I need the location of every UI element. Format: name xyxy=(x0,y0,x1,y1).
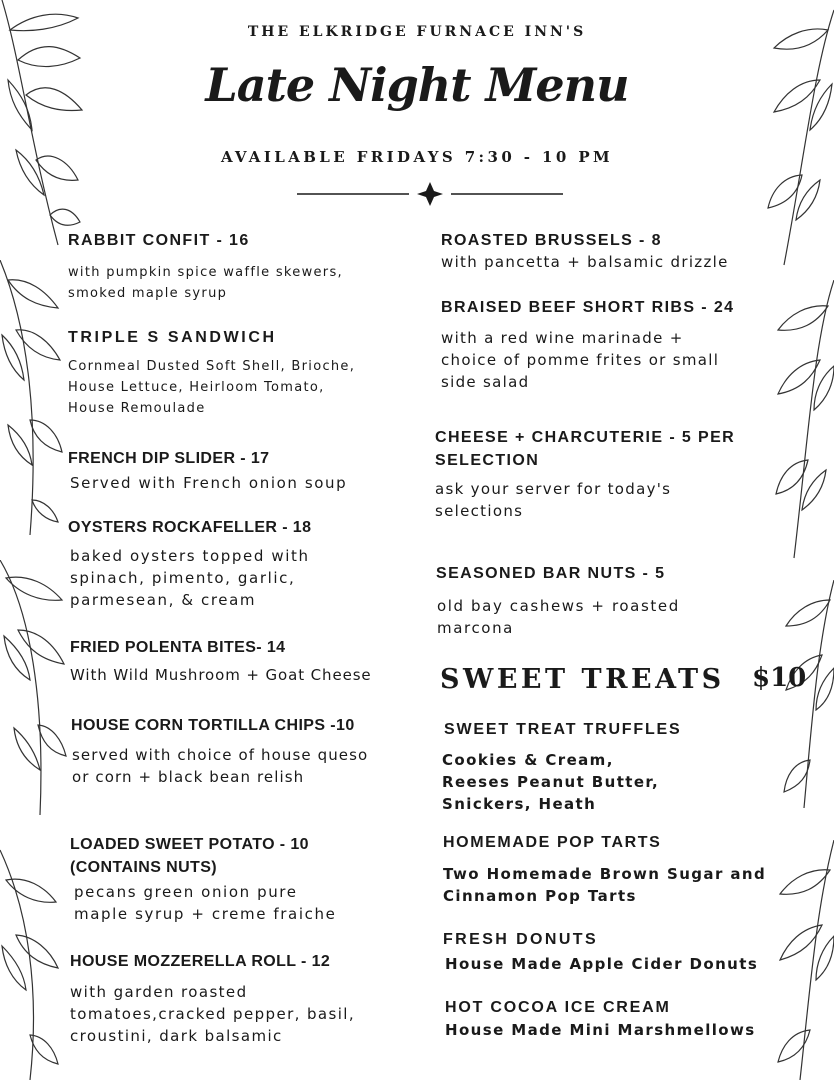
menu-item-description: old bay cashews + roasted marcona xyxy=(437,597,680,637)
menu-item-description: Cornmeal Dusted Soft Shell, Brioche, House Lettuce, Heirloom Tomato, House Remoulade xyxy=(68,359,356,416)
left-middle-vine-illustration xyxy=(0,260,70,540)
inn-name: THE ELKRIDGE FURNACE INN'S xyxy=(247,24,587,40)
sweet-item-title: HOT COCOA ICE CREAM xyxy=(445,999,671,1016)
menu-item-description: with pumpkin spice waffle skewers, smoked maple syrup xyxy=(68,265,343,301)
sweet-item-description: House Made Mini Marshmellows xyxy=(445,1021,756,1039)
sweet-item-title: SWEET TREAT TRUFFLES xyxy=(444,721,682,738)
menu-item-description: Served with French onion soup xyxy=(70,474,348,492)
availability-text: AVAILABLE FRIDAYS 7:30 - 10 PM xyxy=(220,148,614,166)
menu-title: Late Night Menu xyxy=(205,58,629,112)
menu-item-title: RABBIT CONFIT - 16 xyxy=(68,232,250,249)
menu-item-description: pecans green onion pure maple syrup + creme fraiche xyxy=(74,883,337,923)
sweet-item-description: Cookies & Cream, Reeses Peanut Butter, Snickers, Heath xyxy=(442,751,660,813)
menu-item-description: served with choice of house queso or corn + black bean relish xyxy=(72,746,369,786)
menu-item-description: ask your server for today's selections xyxy=(435,480,672,520)
menu-item-title: TRIPLE S SANDWICH xyxy=(68,329,277,346)
menu-item-title: HOUSE MOZZERELLA ROLL - 12 xyxy=(70,953,331,970)
divider-ornament xyxy=(297,180,563,208)
right-lower-vine-illustration xyxy=(764,580,834,810)
menu-item-title: BRAISED BEEF SHORT RIBS - 24 xyxy=(441,299,735,316)
sweet-item-description: House Made Apple Cider Donuts xyxy=(445,955,759,973)
menu-item-title: CHEESE + CHARCUTERIE - 5 PER SELECTION xyxy=(435,429,736,469)
menu-item-title: SEASONED BAR NUTS - 5 xyxy=(436,565,666,582)
sweet-treats-heading: SWEET TREATS xyxy=(440,664,725,695)
menu-item-title: ROASTED BRUSSELS - 8 xyxy=(441,232,662,249)
menu-item-title: FRENCH DIP SLIDER - 17 xyxy=(68,450,270,467)
menu-item-description: with a red wine marinade + choice of pomme frites or small side salad xyxy=(441,329,720,391)
right-middle-vine-illustration xyxy=(754,280,834,560)
sweet-treats-price: $10 xyxy=(752,663,807,693)
left-lower-vine-illustration xyxy=(0,560,75,820)
right-top-vine-illustration xyxy=(744,0,834,270)
menu-item-description: with pancetta + balsamic drizzle xyxy=(441,253,729,271)
sweet-item-title: HOMEMADE POP TARTS xyxy=(443,834,662,851)
left-bottom-vine-illustration xyxy=(0,840,70,1080)
menu-item-title: LOADED SWEET POTATO - 10 (CONTAINS NUTS) xyxy=(70,836,309,876)
menu-item-description: With Wild Mushroom + Goat Cheese xyxy=(70,666,372,684)
menu-item-description: with garden roasted tomatoes,cracked pepper, basil, croustini, dark balsamic xyxy=(70,983,356,1045)
menu-item-title: FRIED POLENTA BITES- 14 xyxy=(70,639,286,656)
sweet-item-description: Two Homemade Brown Sugar and Cinnamon Pop Tarts xyxy=(443,865,767,905)
menu-item-description: baked oysters topped with spinach, pimento, garlic, parmesean, & cream xyxy=(70,547,310,609)
menu-item-title: HOUSE CORN TORTILLA CHIPS -10 xyxy=(71,717,355,734)
sweet-item-title: FRESH DONUTS xyxy=(443,931,599,948)
menu-item-title: OYSTERS ROCKAFELLER - 18 xyxy=(68,519,312,536)
